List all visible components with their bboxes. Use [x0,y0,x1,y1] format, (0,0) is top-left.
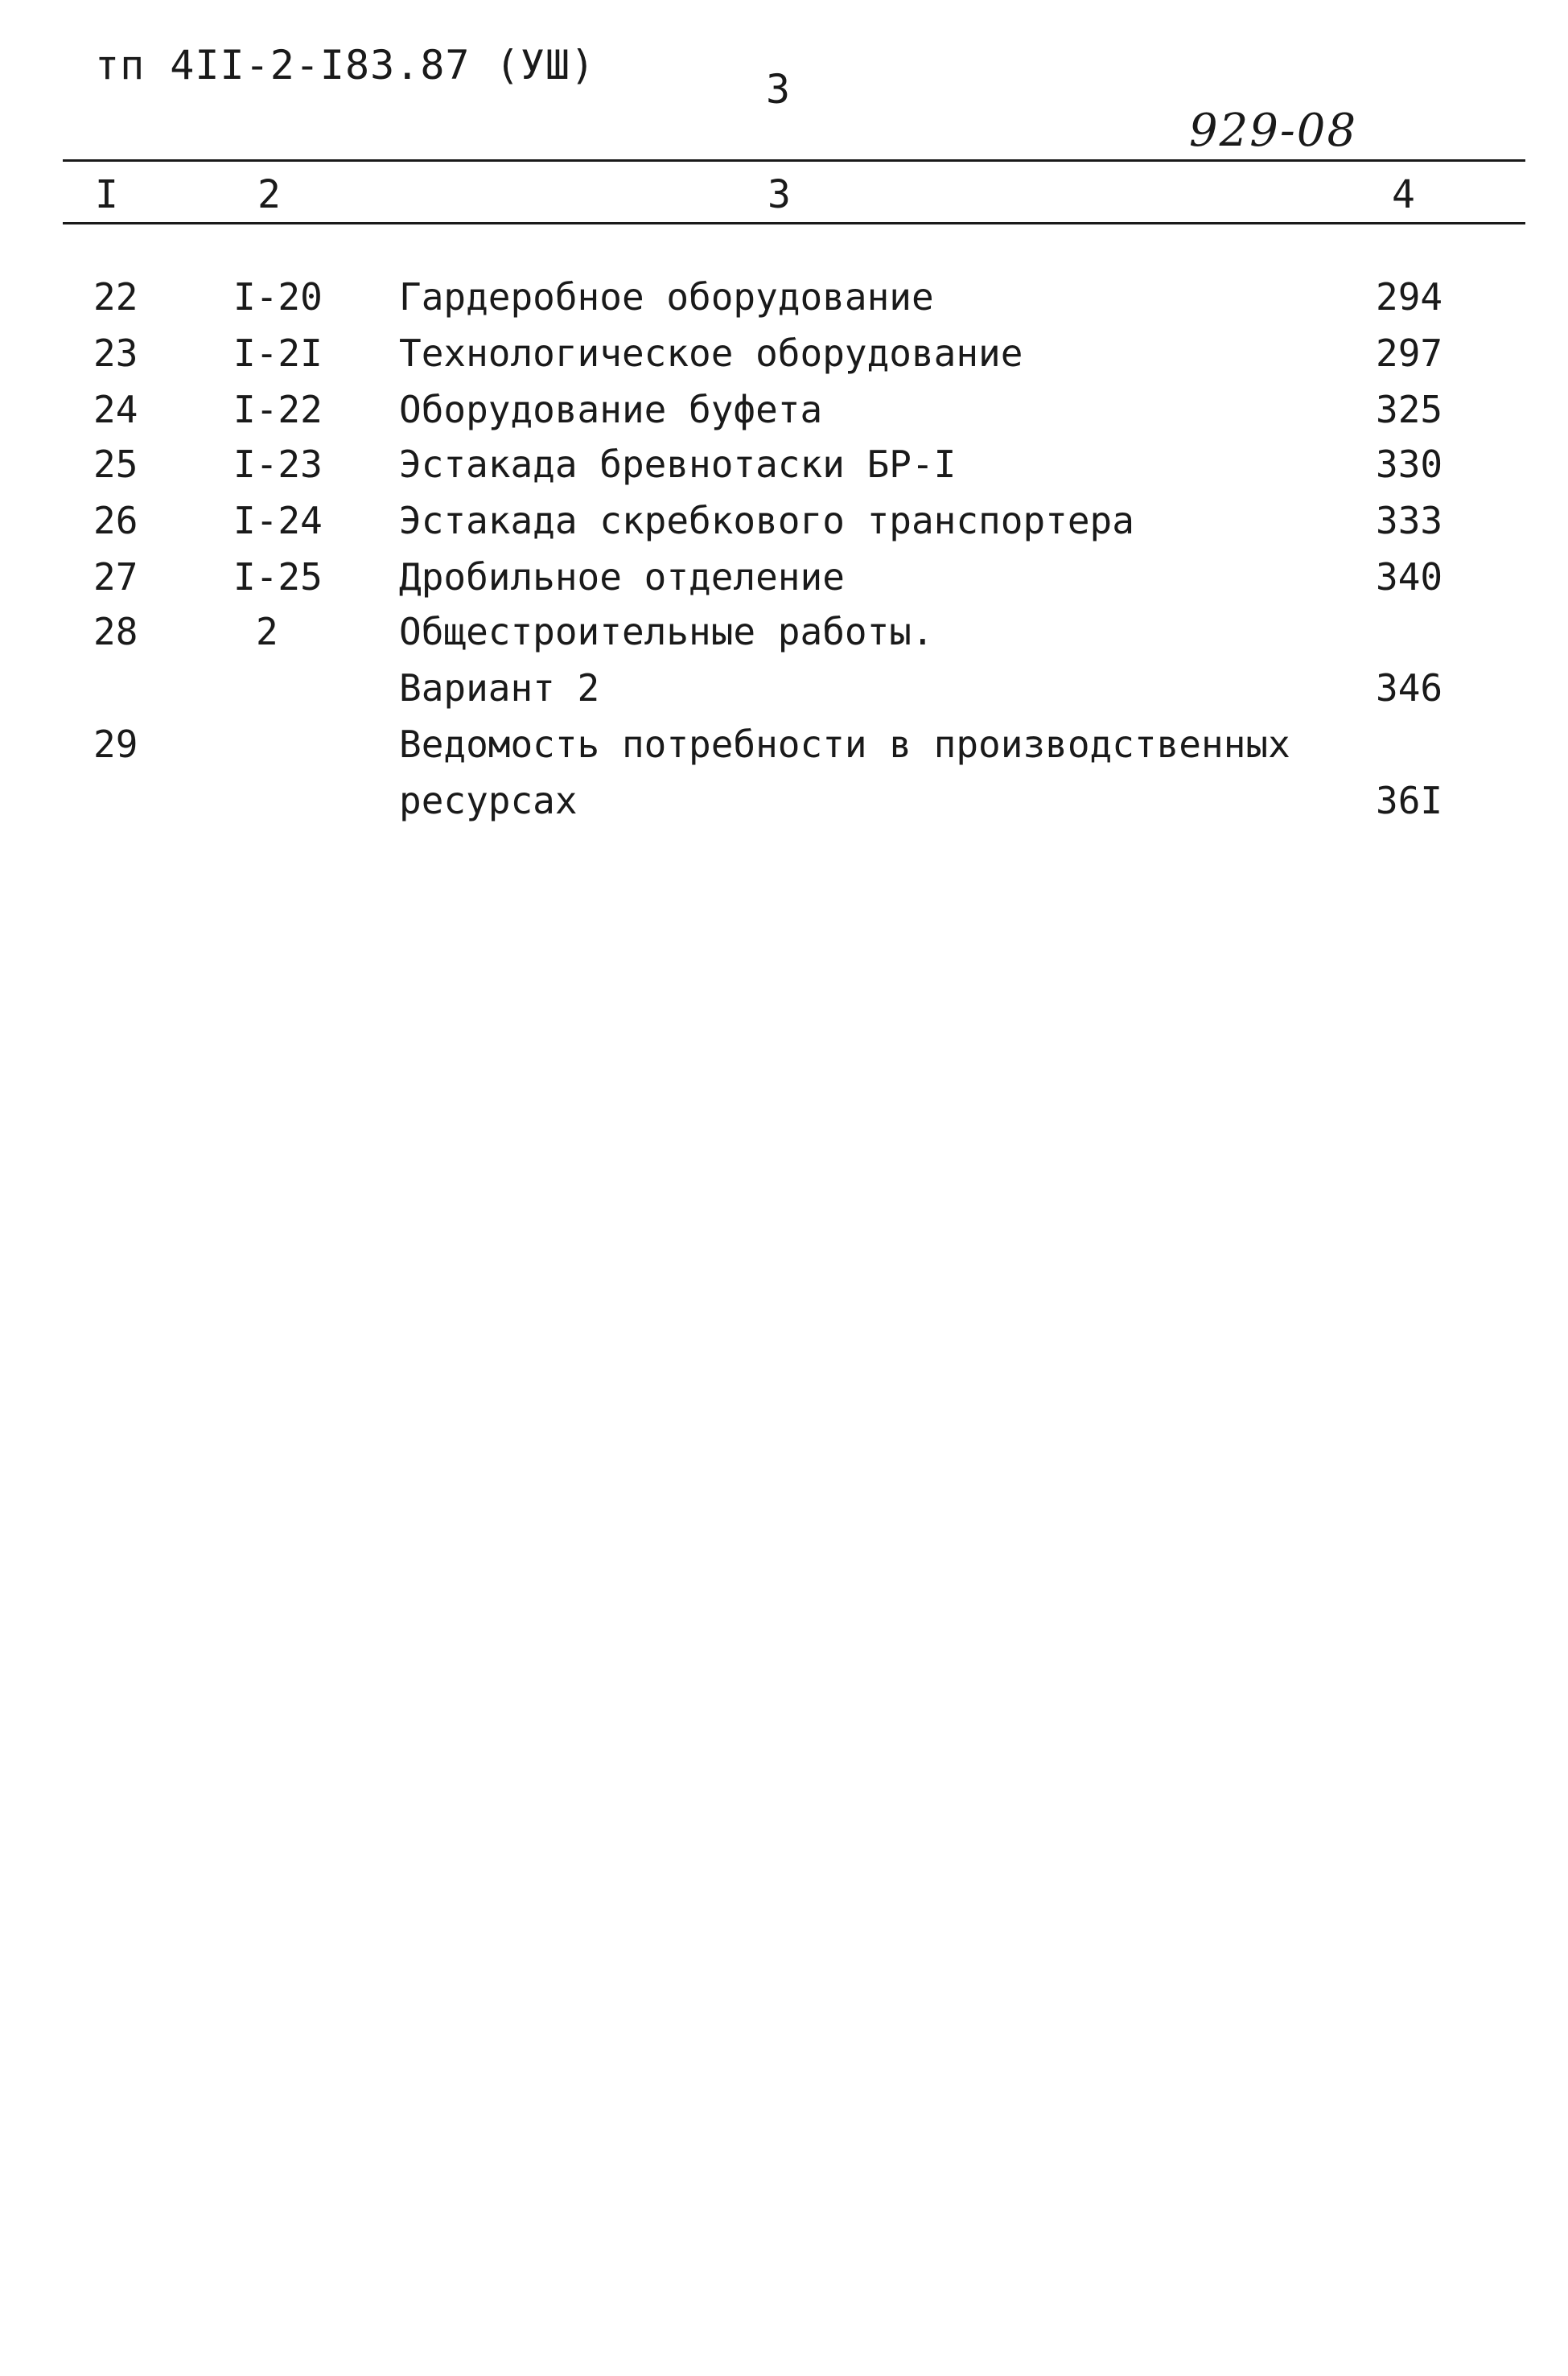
row-number: 25 [93,443,138,486]
row-page: 36I [1376,779,1443,822]
row-number: 28 [93,610,138,653]
row-section: I-20 [233,275,323,319]
row-title: Оборудование буфета [399,388,823,431]
row-title: Вариант 2 [399,666,600,710]
column-header-3: 3 [768,172,791,217]
row-number: 22 [93,275,138,319]
row-page: 325 [1376,388,1443,431]
handwritten-code: 929-08 [1189,105,1358,157]
row-number: 24 [93,388,138,431]
row-section: I-25 [233,555,323,599]
row-section: I-24 [233,499,323,542]
document-code: тп 4II-2-I83.87 (УШ) [95,42,596,89]
row-number: 23 [93,331,138,375]
row-section: I-23 [233,443,323,486]
row-title: Ведомость потребности в производственных [399,723,1290,766]
row-section: 2 [256,610,278,653]
row-title: Эстакада бревнотаски БР-I [399,443,957,486]
row-page: 294 [1376,275,1443,319]
row-title: Дробильное отделение [399,555,845,599]
column-header-1: I [95,172,118,217]
row-page: 297 [1376,331,1443,375]
column-header-4: 4 [1392,172,1415,217]
row-title: Технологическое оборудование [399,331,1023,375]
row-number: 26 [93,499,138,542]
row-title: Эстакада скребкового транспортера [399,499,1134,542]
row-section: I-22 [233,388,323,431]
row-page: 333 [1376,499,1443,542]
row-page: 330 [1376,443,1443,486]
row-number: 27 [93,555,138,599]
header-rule [63,222,1525,224]
page-number: 3 [766,66,791,113]
row-section: I-2I [233,331,323,375]
row-title: Гардеробное оборудование [399,275,934,319]
row-title: Общестроительные работы. [399,610,934,653]
row-page: 340 [1376,555,1443,599]
row-title: ресурсах [399,779,578,822]
row-number: 29 [93,723,138,766]
column-header-2: 2 [257,172,281,217]
top-rule [63,159,1525,162]
row-page: 346 [1376,666,1443,710]
